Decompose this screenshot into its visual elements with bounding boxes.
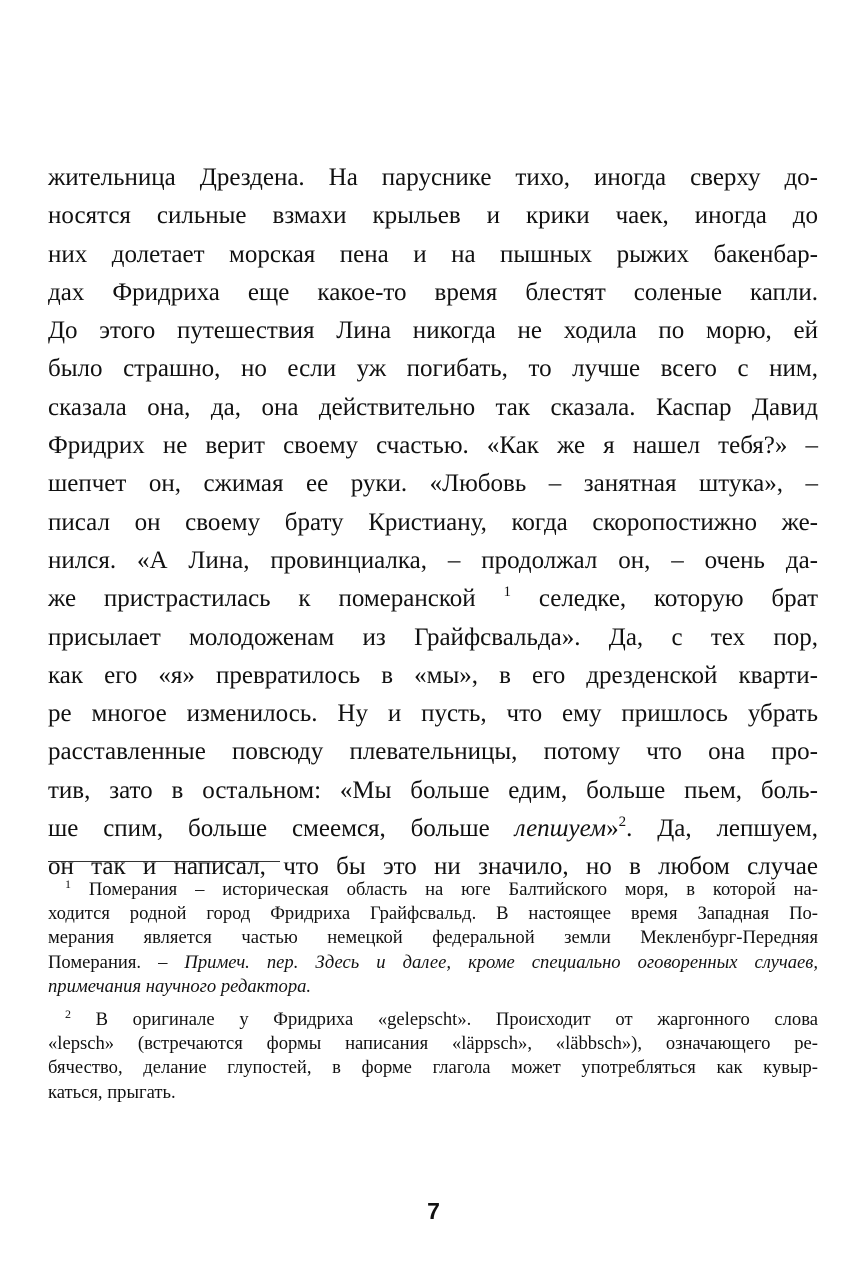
footnote-line: «lepsch» (встречаются формы написания «läppsch», «läbbsch»), означающего ре- [48, 1033, 818, 1055]
text-fragment: селедке, которую брат [510, 585, 818, 613]
text-line: них долетает морская пена и на пышных рыжих бакенбар- [48, 240, 818, 268]
text-line: он так и написал, что бы это ни значило, но в любом случае [48, 853, 818, 881]
text-line: тив, зато в остальном: «Мы больше едим, больше пьем, боль- [48, 776, 818, 804]
footnote-ref-1: 1 [503, 584, 511, 601]
footnote-line [48, 1008, 818, 1032]
footnote-text: В оригинале у Фридриха «gelepscht». Происходит от жаргонного слова [71, 1008, 818, 1030]
footnote-line: каться, прыгать. [48, 1081, 176, 1103]
footnote-text: Померания. – [48, 951, 185, 973]
text-fragment: ше спим, больше смеемся, больше [48, 815, 515, 843]
main-text [48, 159, 818, 887]
footnotes [48, 878, 818, 1105]
footnote-ref-2: 2 [618, 814, 627, 831]
text-line: Фридрих не верит своему счастью. «Как же я нашел тебя?» – [48, 432, 818, 460]
text-line: писал он своему брату Кристиану, когда скоропостижно же- [48, 508, 818, 536]
text-line: До этого путешествия Лина никогда не ходила по морю, ей [48, 317, 818, 345]
footnote-line [48, 975, 818, 999]
text-line: ре многое изменилось. Ну и пусть, что ему пришлось убрать [48, 700, 818, 728]
footnote-line: ходится родной город Фридриха Грайфсвальд. В настоящее время Западная По- [48, 903, 818, 925]
text-line: расставленные повсюду плевательницы, потому что она про- [48, 738, 818, 766]
footnote-line [48, 951, 818, 975]
text-fragment: же пристрастилась к померанской [48, 585, 504, 613]
text-line: жительница Дрездена. На паруснике тихо, иногда сверху до- [48, 164, 818, 191]
footnote-gap [48, 999, 818, 1008]
text-line [48, 810, 818, 848]
text-line: сказала она, да, она действительно так сказала. Каспар Давид [48, 393, 818, 421]
text-line: дах Фридриха еще какое-то время блестят соленые капли. [48, 278, 818, 306]
text-line: носятся сильные взмахи крыльев и крики чаек, иногда до [48, 202, 818, 230]
footnote-line: бячество, делание глупостей, в форме глагола может употребляться как кувыр- [48, 1057, 818, 1079]
text-line: нился. «А Лина, провинциалка, – продолжал он, – очень да- [48, 546, 818, 574]
footnote-text: Померания – историческая область на юге Балтийского моря, в которой на- [71, 879, 818, 900]
footnote-italic: Примеч. пер. Здесь и далее, кроме специально оговоренных случаев, [184, 951, 818, 973]
text-line: шепчет он, сжимая ее руки. «Любовь – занятная штука», – [48, 470, 818, 498]
italic-word: лепшуем [514, 815, 607, 843]
footnote-line [48, 878, 818, 902]
footnote-marker-1: 1 [65, 877, 71, 891]
text-line: было страшно, но если уж погибать, то лучше всего с ним, [48, 355, 818, 383]
text-fragment: . Да, лепшуем, [626, 815, 818, 843]
text-line: как его «я» превратилось в «мы», в его дрезденской кварти- [48, 661, 818, 689]
text-fragment: » [606, 815, 619, 843]
text-line: присылает молодоженам из Грайфсвальда». Да, с тех пор, [48, 623, 818, 651]
footnote-italic: примечания научного редактора. [48, 975, 312, 997]
page-number: 7 [427, 1198, 440, 1224]
footnote-marker-2: 2 [65, 1006, 71, 1021]
footnote-separator [48, 861, 280, 862]
text-line [48, 580, 818, 618]
footnote-line: мерания является частью немецкой федеральной земли Мекленбург-Передняя [48, 927, 818, 949]
